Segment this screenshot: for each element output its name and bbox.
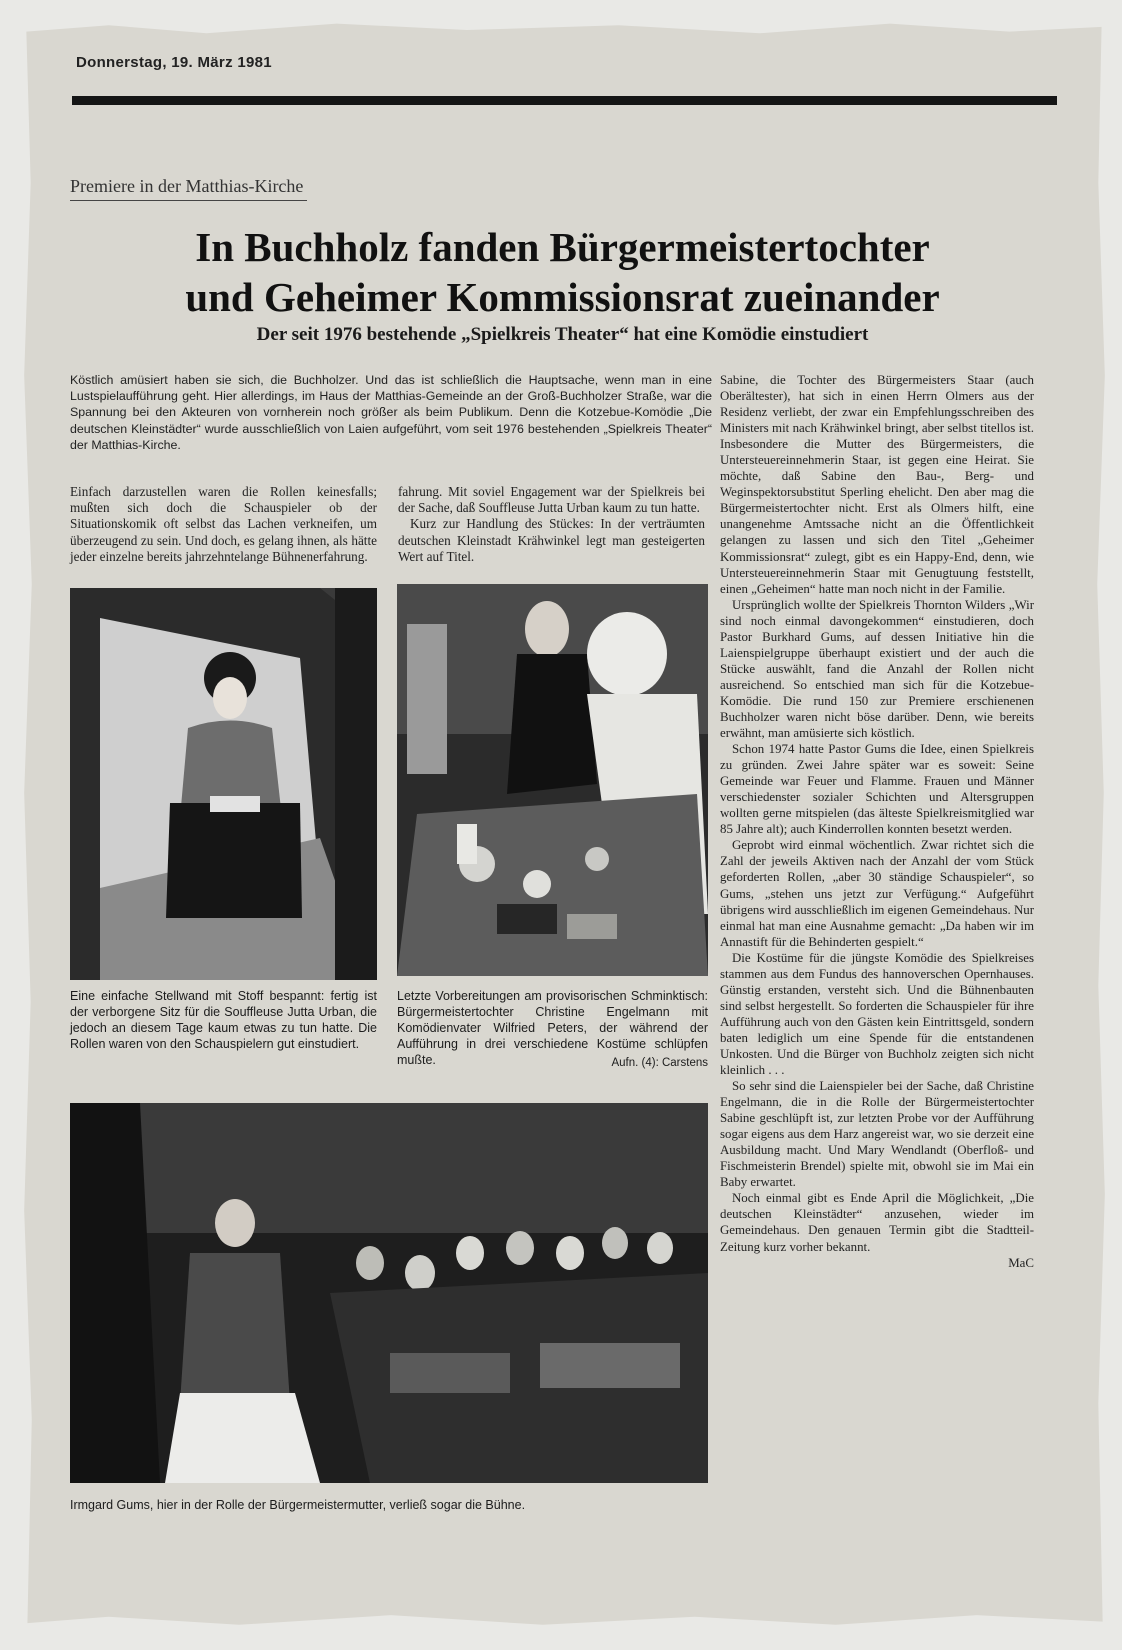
- column-2-paragraph-2: Kurz zur Handlung des Stückes: In der verträumten deutschen Kleinstadt Krähwinkel legt man gesteigerten Wert auf Titel.: [398, 516, 705, 564]
- photo-makeup-table-image: [397, 584, 708, 976]
- column-3-paragraph: Sabine, die Tochter des Bürgermeisters Staar (auch Oberältester), hat sich in einen Herrn Olmers aus der Residenz verliebt, der zwar ein Empfehlungsschreiben des Ministers mit nach Krähwinkel bringt, aber selbst titellos ist. Insbesondere die Mutter des Bürgermeisters, die Untersteuereinnehmerin Staar, ist gegen eine Heirat. Sie möchte, daß Sabine den Bau-, Berg- und Weginspektorsubstitut Sperling ehelicht. Den aber mag die Bürgermeistertochter nicht. Erst als Olmers hilft, eine unangenehme Amtssache nicht an die Öffentlichkeit gelangen zu lassen und sich den Titel „Geheimer Kommissionsrat“ zulegt, gibt es ein Happy-End, denn, wie Untersteuereinnehmerin Staar mit Genugtuung feststellt, einen „Geheimen“ hatte man noch nicht in der Familie.: [720, 373, 1034, 596]
- column-3-paragraph: Die Kostüme für die jüngste Komödie des Spielkreises stammen aus dem Fundus des hannoverschen Opernhauses. Günstig erstanden, versteht sich. Und die Bühnenbauten sind selbst hergestellt. So forderten die Schauspieler für ihre Aufführung auch von den Gästen kein Eintrittsgeld, sondern baten lediglich um eine Spende für die entstandenen Unkosten. Und die Bürger von Buchholz zeigten sich nicht kleinlich . . .: [720, 950, 1034, 1078]
- column-1-paragraph: Einfach darzustellen waren die Rollen keinesfalls; mußten sich doch die Schauspieler ob der Situationskomik oft selbst das Lachen verkneifen, um überzeugend zu sein. Und doch, es gelang ihnen, als hätte jeder einzelne bereits jahrzehntelange Bühnenerfahrung.: [70, 484, 377, 564]
- column-3-paragraph: Schon 1974 hatte Pastor Gums die Idee, einen Spielkreis zu gründen. Zwei Jahre später war es soweit: Seine Gemeinde war Feuer und Flamme. Frauen und Männer verschiedenster sozialer Schichten und Altersgruppen wollten gerne mitspielen (das älteste Spielkreismitglied war 85 Jahre alt); auch Kinderrollen konnten besetzt werden.: [720, 742, 1034, 837]
- column-3-paragraph: So sehr sind die Laienspieler bei der Sache, daß Christine Engelmann, die in die Rolle der Bürgermeistertochter Sabine geschlüpft ist, zur letzten Probe vor der Aufführung sogar eigens aus dem Harz angereist war, wo sie derzeit eine Ausbildung macht. Und Mary Wendlandt (Oberfloß- und Fischmeisterin Brendel) spielte mit, obwohl sie im Mai ein Baby erwartet.: [720, 1079, 1034, 1190]
- article-column-1: [70, 484, 377, 565]
- column-3-paragraph: Ursprünglich wollte der Spielkreis Thornton Wilders „Wir sind noch einmal davongekommen“ einstudieren, doch Pastor Burkhard Gums, auf dessen Initiative hin die Laienspielgruppe überhaupt existiert und der auch die Stücke auswählt, fand die Anzahl der Rollen nicht ausreichend. So entschied man sich für die Kotzebue-Komödie. Die rund 150 zur Premiere erschienenen Buchholzer waren nicht böse darüber. Denn, wie bereits erwähnt, man amüsierte sich köstlich.: [720, 597, 1034, 741]
- photo-prompter-image: [70, 588, 377, 980]
- author-signature: MaC: [1008, 1255, 1034, 1270]
- headline: [70, 222, 1055, 322]
- column-2-paragraph-1: fahrung. Mit soviel Engagement war der Spielkreis bei der Sache, daß Souffleuse Jutta Urban kaum zu tun hatte.: [398, 484, 705, 516]
- article-column-3: [720, 372, 1034, 1271]
- lead-paragraph: Köstlich amüsiert haben sie sich, die Buchholzer. Und das ist schließlich die Hauptsache, wenn man in eine Lustspielaufführung geht. Hier allerdings, im Haus der Matthias-Gemeinde an der Groß-Buchholzer Straße, war die Spannung bei den Akteuren von vornherein noch größer als beim Publikum. Denn die Kotzebue-Komödie „Die deutschen Kleinstädter“ wurde ausschließlich von Laien aufgeführt, vom seit 1976 bestehenden „Spielkreis Theater“ der Matthias-Kirche.: [70, 373, 712, 452]
- photo-prompter: [70, 588, 377, 980]
- caption-photo-2: Letzte Vorbereitungen am provisorischen Schminktisch: Bürgermeistertochter Christine Engelmann mit Komödienvater Wilfried Peters, der während der Aufführung in drei verschiedene Kostüme schlüpfen mußte.: [397, 989, 708, 1067]
- caption-photo-3: Irmgard Gums, hier in der Rolle der Bürgermeistermutter, verließ sogar die Bühne.: [70, 1498, 526, 1512]
- column-3-paragraph: Geprobt wird einmal wöchentlich. Zwar richtet sich die Zahl der jeweils Aktiven nach der Anzahl der vom Stück geforderten Rollen, „aber 30 ständige Schauspieler“, so Gums, „stehen uns jetzt zur Verfügung.“ Aufgeführt übrigens wird ausschließlich im eigenen Gemeindehaus. Nur einmal hat man eine Ausnahme gemacht: „Da haben wir im Annastift für die Behinderten gespielt.“: [720, 838, 1034, 949]
- column-3-paragraph: Noch einmal gibt es Ende April die Möglichkeit, „Die deutschen Kleinstädter“ anzusehen, wieder im Gemeindehaus. Den genauen Termin gibt die Stadtteil-Zeitung kurz vorher bekannt.: [720, 1191, 1034, 1254]
- date-line: Donnerstag, 19. März 1981: [76, 54, 272, 71]
- header-rule: [72, 96, 1057, 105]
- headline-line-1: In Buchholz fanden Bürgermeistertochter: [195, 224, 930, 270]
- article-column-2: [398, 484, 705, 565]
- caption-photo-1: Eine einfache Stellwand mit Stoff bespannt: fertig ist der verborgene Sitz für die Souffleuse Jutta Urban, die jedoch an diesem Tage kaum etwas zu tun hatte. Die Rollen waren von den Schauspielern gut einstudiert.: [70, 989, 377, 1051]
- photo-audience: [70, 1103, 708, 1483]
- photo-credit: Aufn. (4): Carstens: [611, 1057, 708, 1069]
- headline-line-2: und Geheimer Kommissionsrat zueinander: [185, 274, 940, 320]
- kicker: Premiere in der Matthias-Kirche: [70, 176, 307, 201]
- photo-audience-image: [70, 1103, 708, 1483]
- subheadline: Der seit 1976 bestehende „Spielkreis Theater“ hat eine Komödie einstudiert: [256, 324, 869, 345]
- photo-makeup-table: [397, 584, 708, 976]
